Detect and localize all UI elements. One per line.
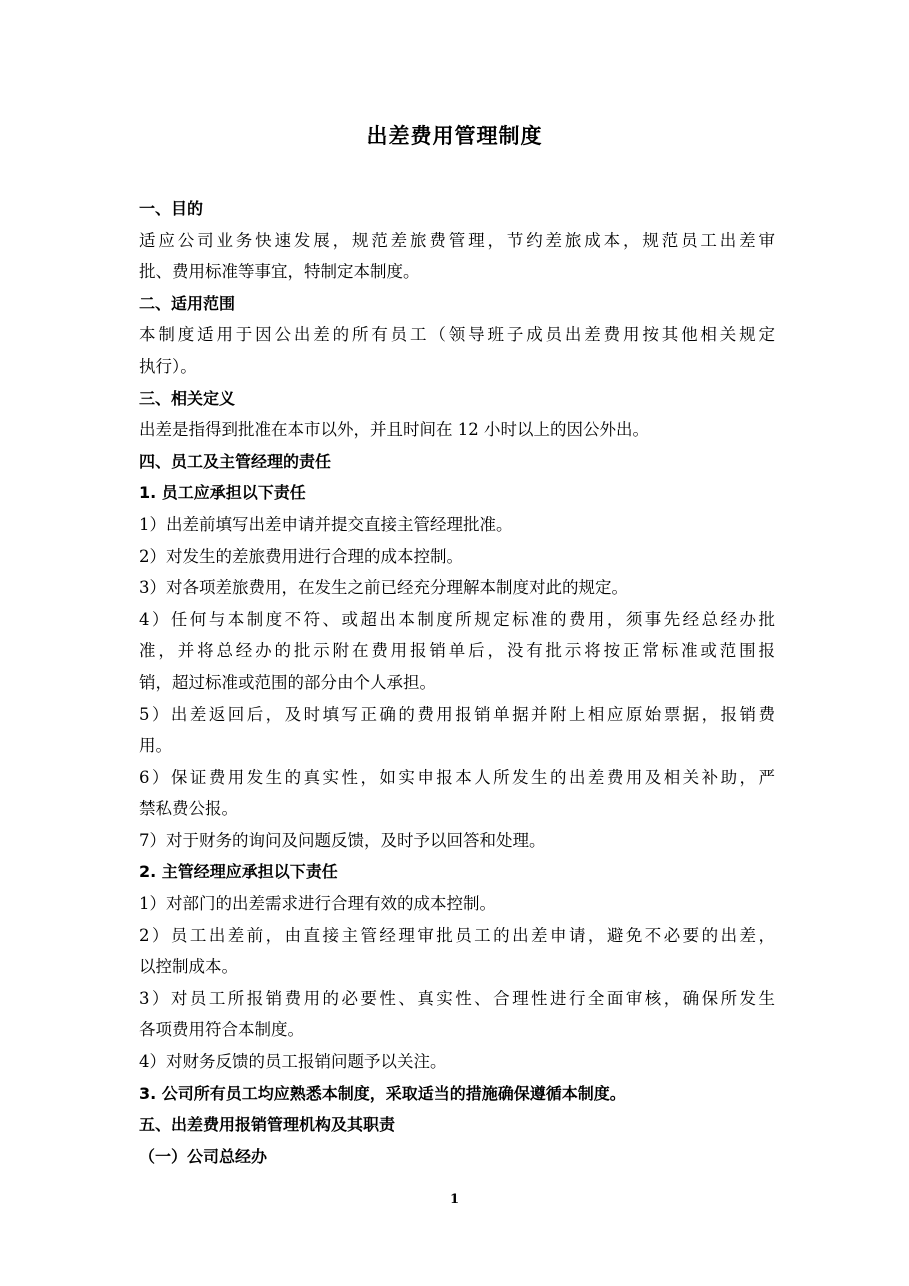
body-text-line: 销，超过标准或范围的部分由个人承担。 — [139, 672, 436, 692]
body-text-line: 5）出差返回后，及时填写正确的费用报销单据并附上相应原始票据，报销费 — [139, 704, 775, 724]
section-heading: 2. 主管经理应承担以下责任 — [139, 862, 338, 882]
body-text-line: 7）对于财务的询问及问题反馈，及时予以回答和处理。 — [139, 830, 546, 850]
section-heading: 五、出差费用报销管理机构及其职责 — [139, 1115, 396, 1135]
body-text-line: 用。 — [139, 736, 172, 756]
document-body — [139, 193, 775, 1172]
section-heading: 三、相关定义 — [139, 388, 236, 408]
body-text-line: 禁私费公报。 — [139, 799, 238, 819]
page-number: 1 — [449, 1192, 460, 1207]
body-text-line: 4）对财务反馈的员工报销问题予以关注。 — [139, 1052, 447, 1072]
section-heading: 二、适用范围 — [139, 293, 236, 313]
body-text-line: 1）出差前填写出差申请并提交直接主管经理批准。 — [139, 514, 513, 534]
body-text-line: 4）任何与本制度不符、或超出本制度所规定标准的费用，须事先经总经办批 — [139, 609, 775, 629]
body-text-line: 2）员工出差前，由直接主管经理审批员工的出差申请，避免不必要的出差， — [139, 925, 775, 945]
body-text-line: 执行）。 — [139, 356, 197, 376]
section-heading: 四、员工及主管经理的责任 — [139, 451, 332, 471]
body-text-line: 3）对员工所报销费用的必要性、真实性、合理性进行全面审核，确保所发生 — [139, 988, 775, 1008]
section-heading: 3. 公司所有员工均应熟悉本制度，采取适当的措施确保遵循本制度。 — [139, 1083, 626, 1103]
body-text-line: 以控制成本。 — [139, 957, 238, 977]
section-heading: 一、目的 — [139, 199, 204, 218]
body-text-line: 准，并将总经办的批示附在费用报销单后，没有批示将按正常标准或范围报 — [139, 641, 775, 661]
body-text-line: 6）保证费用发生的真实性，如实申报本人所发生的出差费用及相关补助，严 — [139, 767, 775, 787]
body-text-line: 各项费用符合本制度。 — [139, 1020, 304, 1040]
document-title: 出差费用管理制度 — [366, 124, 543, 148]
body-text-line: 2）对发生的差旅费用进行合理的成本控制。 — [139, 546, 463, 566]
body-text-line: 1）对部门的出差需求进行合理有效的成本控制。 — [139, 894, 496, 914]
body-text-line: 适应公司业务快速发展，规范差旅费管理，节约差旅成本，规范员工出差审 — [139, 230, 775, 250]
body-text-line: 出差是指得到批准在本市以外，并且时间在 12 小时以上的因公外出。 — [139, 420, 649, 440]
section-heading: 1. 员工应承担以下责任 — [139, 483, 306, 503]
body-text-line: 3）对各项差旅费用，在发生之前已经充分理解本制度对此的规定。 — [139, 578, 628, 598]
section-heading: （一）公司总经办 — [139, 1146, 268, 1166]
body-text-line: 批、费用标准等事宜，特制定本制度。 — [139, 262, 420, 282]
body-text-line: 本制度适用于因公出差的所有员工（领导班子成员出差费用按其他相关规定 — [139, 325, 775, 345]
